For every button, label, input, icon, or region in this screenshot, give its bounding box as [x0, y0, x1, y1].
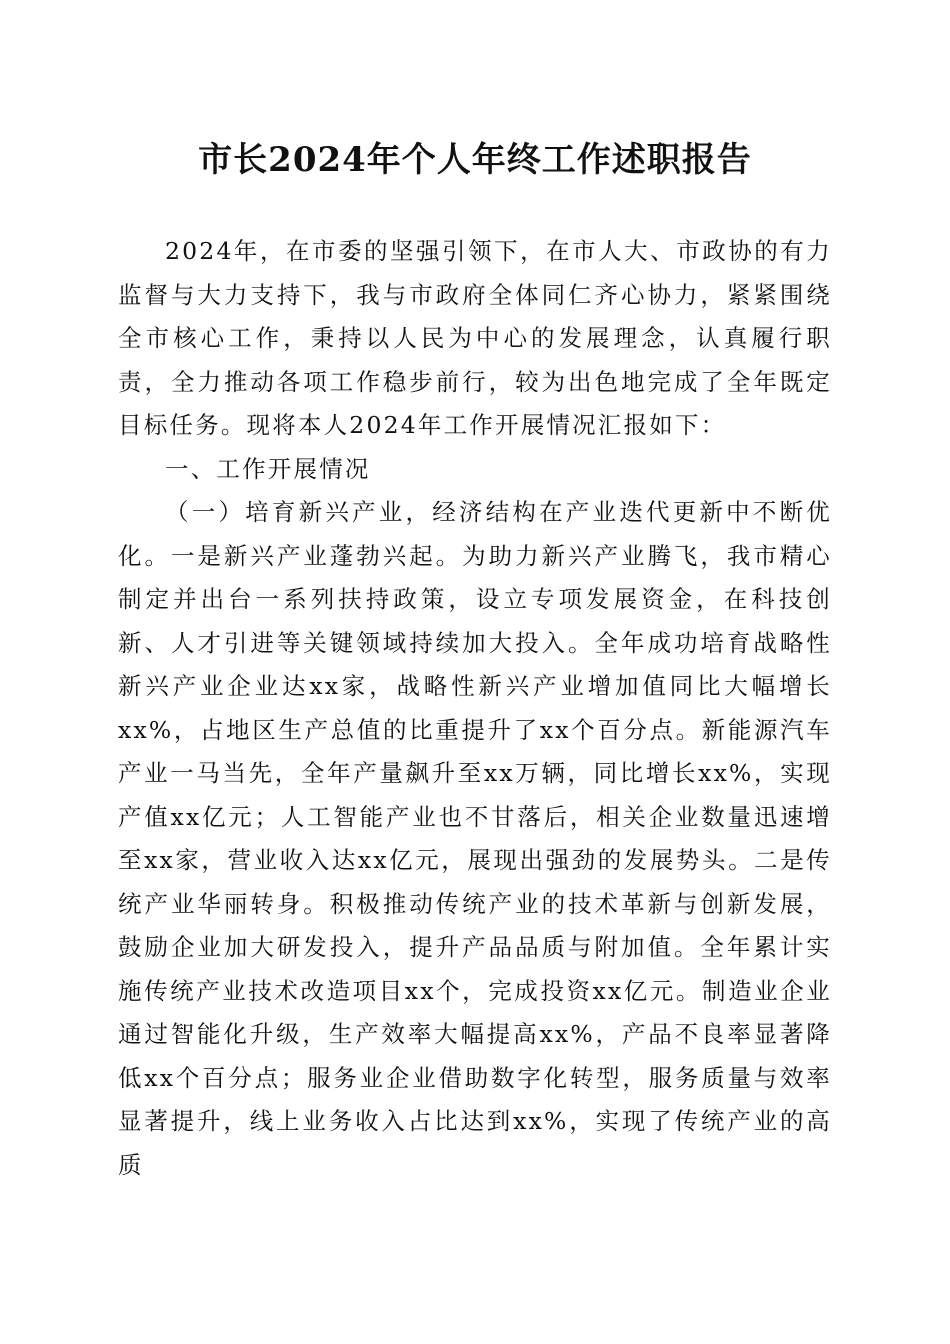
- document-title: 市长2024年个人年终工作述职报告: [198, 140, 752, 180]
- section-heading: 一、工作开展情况: [165, 454, 371, 483]
- subsection-lead: （一）培育新兴产业，经济结构在产业迭代更新中不断优化。: [118, 498, 832, 570]
- subsection-body: 一是新兴产业蓬勃兴起。为助力新兴产业腾飞，我市精心制定并出台一系列扶持政策，设立专项发展资金，在科技创新、人才引进等关键领域持续加大投入。全年成功培育战略性新兴产业企业达xx家，战略性新兴产业增加值同比大幅增长xx%，占地区生产总值的比重提升了xx个百分点。新能源汽车产业一马当先，全年产量飙升至xx万辆，同比增长xx%，实现产值xx亿元；人工智能产业也不甘落后，相关企业数量迅速增至xx家，营业收入达xx亿元，展现出强劲的发展势头。二是传统产业华丽转身。积极推动传统产业的技术革新与创新发展，鼓励企业加大研发投入，提升产品品质与附加值。全年累计实施传统产业技术改造项目xx个，完成投资xx亿元。制造业企业通过智能化升级，生产效率大幅提高xx%，产品不良率显著降低xx个百分点；服务业企业借助数字化转型，服务质量与效率显著提升，线上业务收入占比达到xx%，实现了传统产业的高质: [118, 541, 833, 1179]
- intro-paragraph: 2024年，在市委的坚强引领下，在市人大、市政协的有力监督与大力支持下，我与市政府全体同仁齐心协力，紧紧围绕全市核心工作，秉持以人民为中心的发展理念，认真履行职责，全力推动各项工作稳步前行，较为出色地完成了全年既定目标任务。现将本人2024年工作开展情况汇报如下：: [118, 237, 832, 439]
- subsection-paragraph: [118, 491, 832, 1187]
- document-body: [118, 230, 832, 1187]
